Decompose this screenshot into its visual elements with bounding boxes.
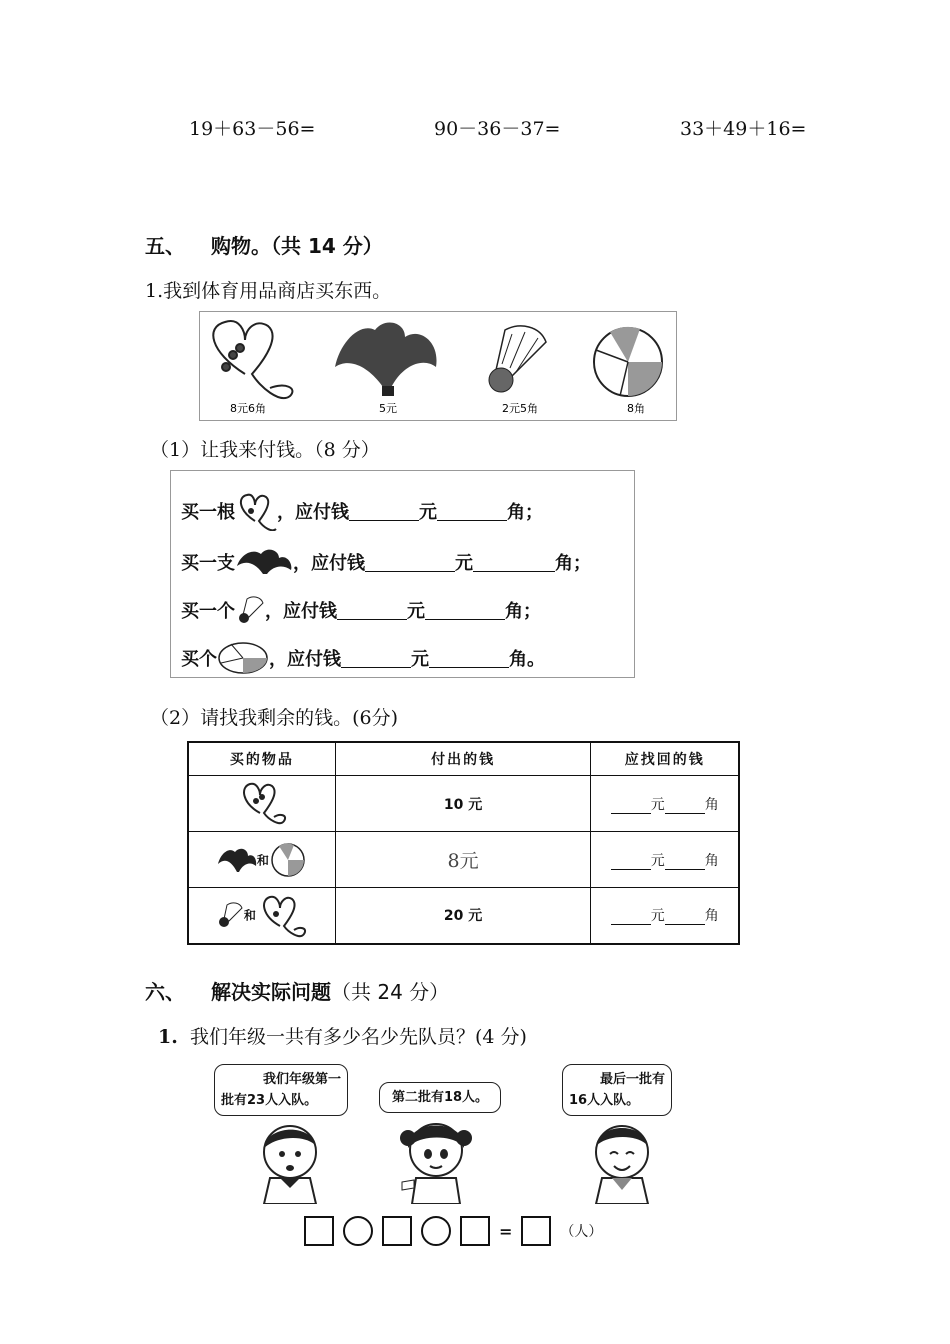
- answer-equation: [304, 1216, 602, 1246]
- jiao-unit: 角: [704, 908, 719, 925]
- beach-ball-icon: [269, 841, 307, 879]
- table-item-cell: [188, 888, 335, 944]
- yuan-blank[interactable]: [611, 855, 651, 870]
- payment-panel: [170, 470, 635, 678]
- pay-row-label: ，应付钱: [265, 601, 337, 622]
- jiao-blank[interactable]: [437, 502, 507, 521]
- section6-q1: [158, 1022, 527, 1049]
- change-table: [187, 741, 740, 945]
- paid-cell: 20 元: [335, 888, 591, 944]
- pay-row-prefix: 买一支: [181, 553, 235, 574]
- jiao-blank[interactable]: [425, 601, 505, 620]
- bubble-line: 第二批有18人。: [391, 1090, 489, 1105]
- product-panel: [199, 311, 677, 421]
- speech-bubble-1: [214, 1064, 348, 1116]
- child-girl-icon: [396, 1108, 476, 1204]
- bubble-line: 最后一批有: [599, 1072, 665, 1087]
- jiao-blank[interactable]: [429, 649, 509, 668]
- pay-row-1: [181, 491, 543, 531]
- yuan-unit: 元: [650, 796, 665, 813]
- pay-row-prefix: 买一根: [181, 502, 235, 523]
- item-price-3: 2元5角: [502, 402, 538, 415]
- answer-box[interactable]: [304, 1216, 334, 1246]
- table-item-cell: [188, 832, 335, 888]
- item-price-2: 5元: [379, 402, 397, 415]
- joiner-text: 和: [243, 908, 256, 923]
- section6-number: 六、: [145, 980, 185, 1004]
- jiao-blank[interactable]: [665, 855, 705, 870]
- operator-circle[interactable]: [343, 1216, 373, 1246]
- section5-q1: 1.我到体育用品商店买东西。: [145, 280, 392, 302]
- item-price-1: 8元6角: [230, 402, 266, 415]
- jiao-unit: 角；: [507, 502, 543, 523]
- table-header: 付出的钱: [335, 742, 591, 776]
- yuan-blank[interactable]: [337, 601, 407, 620]
- jump-rope-icon: [213, 321, 292, 398]
- jump-rope-icon: [256, 892, 308, 938]
- yuan-unit: 元: [411, 649, 429, 670]
- bubble-line: 批有23人入队。: [221, 1093, 318, 1108]
- beach-ball-icon: [217, 641, 269, 675]
- section5-part2: （2）请找我剩余的钱。(6分): [150, 707, 399, 729]
- yuan-unit: 元: [650, 908, 665, 925]
- badminton-shuttlecock-icon: [489, 326, 546, 392]
- yuan-unit: 元: [407, 601, 425, 622]
- paid-cell: 8元: [335, 832, 591, 888]
- section5-heading: [145, 230, 383, 259]
- pay-row-3: [181, 595, 541, 625]
- jiao-blank[interactable]: [665, 799, 705, 814]
- child-boy-2-icon: [582, 1112, 662, 1204]
- child-boy-1-icon: [250, 1112, 330, 1204]
- result-box[interactable]: [521, 1216, 551, 1246]
- section5-number: 五、: [145, 234, 185, 258]
- yuan-unit: 元: [650, 852, 665, 869]
- change-cell: [591, 776, 739, 832]
- table-header: 应找回的钱: [591, 742, 739, 776]
- equals-sign: =: [499, 1221, 513, 1241]
- pay-row-label: ，应付钱: [277, 502, 349, 523]
- pay-row-label: ，应付钱: [293, 553, 365, 574]
- jiao-blank[interactable]: [473, 553, 555, 572]
- pay-row-label: ，应付钱: [269, 649, 341, 670]
- section6-score: （共 24 分）: [331, 980, 450, 1004]
- joiner-text: 和: [256, 853, 269, 867]
- change-cell: [591, 832, 739, 888]
- speech-bubble-3: [562, 1064, 672, 1116]
- pay-row-prefix: 买个: [181, 649, 217, 670]
- jiao-unit: 角；: [555, 553, 591, 574]
- jiao-unit: 角: [704, 796, 719, 813]
- question-number: 1.: [158, 1026, 178, 1048]
- shuttlecock-kicker-icon: [217, 846, 257, 874]
- equation-2: 90－36－37=: [434, 118, 561, 140]
- jiao-unit: 角。: [509, 649, 545, 670]
- answer-box[interactable]: [460, 1216, 490, 1246]
- table-item-cell: [188, 776, 335, 832]
- paid-cell: 10 元: [335, 776, 591, 832]
- jiao-unit: 角: [704, 852, 719, 869]
- jump-rope-icon: [236, 779, 288, 825]
- unit-label: （人）: [560, 1224, 603, 1240]
- yuan-blank[interactable]: [611, 799, 651, 814]
- product-illustrations: [200, 312, 676, 420]
- shuttlecock-kicker-icon: [335, 323, 437, 396]
- badminton-shuttlecock-icon: [216, 901, 244, 929]
- item-price-4: 8角: [627, 402, 645, 415]
- section5-part1: （1）让我来付钱。（8 分）: [150, 439, 380, 461]
- section5-score: （共 14 分）: [271, 234, 383, 258]
- change-cell: [591, 888, 739, 944]
- operator-circle[interactable]: [421, 1216, 451, 1246]
- yuan-blank[interactable]: [349, 502, 419, 521]
- bubble-line: 我们年级第一: [262, 1072, 341, 1087]
- jump-rope-icon: [235, 491, 277, 531]
- yuan-blank[interactable]: [341, 649, 411, 668]
- equation-1: 19＋63－56=: [189, 118, 316, 140]
- bubble-line: 16人入队。: [569, 1093, 640, 1108]
- pay-row-prefix: 买一个: [181, 601, 235, 622]
- beach-ball-icon: [594, 327, 662, 396]
- table-header: 买的物品: [188, 742, 335, 776]
- jiao-unit: 角；: [505, 601, 541, 622]
- section5-title: 购物。: [211, 234, 271, 258]
- shuttlecock-kicker-icon: [235, 546, 293, 578]
- yuan-blank[interactable]: [365, 553, 455, 572]
- equation-3: 33＋49＋16=: [680, 118, 807, 140]
- answer-box[interactable]: [382, 1216, 412, 1246]
- pay-row-2: [181, 546, 591, 578]
- section6-heading: [145, 976, 449, 1005]
- pay-row-4: [181, 641, 545, 675]
- yuan-unit: 元: [455, 553, 473, 574]
- table-row: [188, 776, 739, 832]
- yuan-unit: 元: [419, 502, 437, 523]
- question-text: 我们年级一共有多少名少先队员？(4 分): [190, 1026, 527, 1048]
- jiao-blank[interactable]: [665, 910, 705, 925]
- badminton-shuttlecock-icon: [235, 595, 265, 625]
- table-row: [188, 832, 739, 888]
- section6-title: 解决实际问题: [211, 980, 331, 1004]
- table-row: [188, 888, 739, 944]
- yuan-blank[interactable]: [611, 910, 651, 925]
